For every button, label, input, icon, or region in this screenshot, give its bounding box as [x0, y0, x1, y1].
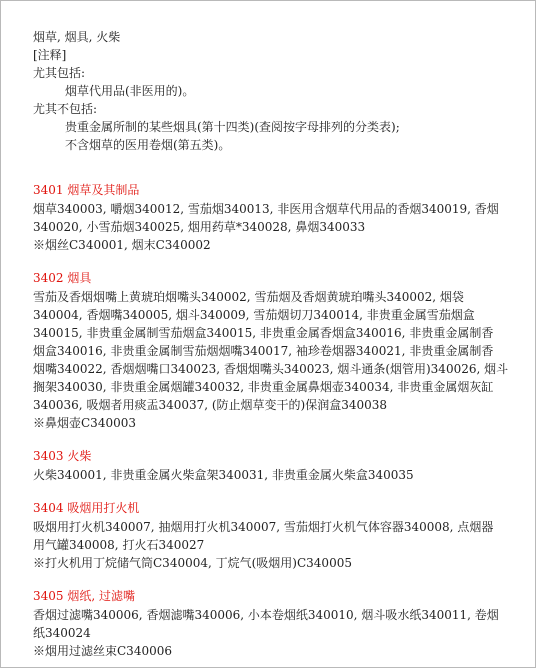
section-line: ※鼻烟壶C340003 — [33, 416, 136, 430]
section-title: 3403 火柴 — [33, 449, 92, 463]
section-line: 吸烟用打火机340007, 抽烟用打火机340007, 雪茄烟打火机气体容器340008, 点烟器 — [33, 520, 494, 534]
section-title: 3401 烟草及其制品 — [33, 183, 140, 197]
section-line: 香烟过滤嘴340006, 香烟滤嘴340006, 小本卷烟纸340010, 烟斗吸水纸340011, 卷烟 — [33, 608, 499, 622]
page-title: 烟草, 烟具, 火柴 — [33, 30, 121, 44]
section-line: 340020, 小雪茄烟340025, 烟用药草*340028, 鼻烟340033 — [33, 220, 366, 234]
section-3403 — [33, 447, 511, 484]
spacer — [33, 154, 511, 181]
note-label: [注释] — [33, 48, 67, 62]
exclude-label: 尤其不包括: — [33, 102, 98, 116]
section-3401 — [33, 181, 511, 254]
exclude-item: 不含烟草的医用卷烟(第五类)。 — [65, 138, 231, 152]
section-line: 340004, 香烟嘴340005, 烟斗340009, 雪茄烟切刀340014, 非贵重金属雪茄烟盒 — [33, 308, 475, 322]
section-line: 340015, 非贵重金属制雪茄烟盒340015, 非贵重金属香烟盒340016, 非贵重金属制香 — [33, 326, 494, 340]
section-line: 用气罐340008, 打火石340027 — [33, 538, 205, 552]
section-line: 搁架340030, 非贵重金属烟罐340032, 非贵重金属鼻烟壶340034, 非贵重金属烟灰缸 — [33, 380, 494, 394]
section-3404 — [33, 499, 511, 572]
spacer — [33, 432, 511, 447]
section-line: 雪茄及香烟烟嘴上黄琥珀烟嘴头340002, 雪茄烟及香烟黄琥珀嘴头340002, 烟袋 — [33, 290, 464, 304]
section-line: ※烟丝C340001, 烟末C340002 — [33, 238, 211, 252]
include-item: 烟草代用品(非医用的)。 — [65, 84, 195, 98]
section-line: ※烟用过滤丝束C340006 — [33, 644, 172, 658]
section-line: 烟盒340016, 非贵重金属制雪茄烟烟嘴340017, 袖珍卷烟器340021, 非贵重金属制香 — [33, 344, 494, 358]
spacer — [33, 484, 511, 499]
spacer — [33, 254, 511, 269]
section-line: 烟草340003, 嚼烟340012, 雪茄烟340013, 非医用含烟草代用品的香烟340019, 香烟 — [33, 202, 499, 216]
include-label: 尤其包括: — [33, 66, 86, 80]
spacer — [33, 572, 511, 587]
section-line: 纸340024 — [33, 626, 91, 640]
section-line: 340036, 吸烟者用痰盂340037, (防止烟草变干的)保润盒340038 — [33, 398, 388, 412]
section-line: 烟嘴340022, 香烟烟嘴口340023, 香烟烟嘴头340023, 烟斗通条(烟管用)340026, 烟斗 — [33, 362, 509, 376]
section-title: 3405 烟纸, 过滤嘴 — [33, 589, 135, 603]
section-title: 3402 烟具 — [33, 271, 92, 285]
section-3405 — [33, 587, 511, 660]
section-line: ※打火机用丁烷储气筒C340004, 丁烷气(吸烟用)C340005 — [33, 556, 352, 570]
exclude-item: 贵重金属所制的某些烟具(第十四类)(查阅按字母排列的分类表); — [65, 120, 400, 134]
section-3402 — [33, 269, 511, 432]
section-line: 火柴340001, 非贵重金属火柴盒架340031, 非贵重金属火柴盒340035 — [33, 468, 414, 482]
section-title: 3404 吸烟用打火机 — [33, 501, 140, 515]
